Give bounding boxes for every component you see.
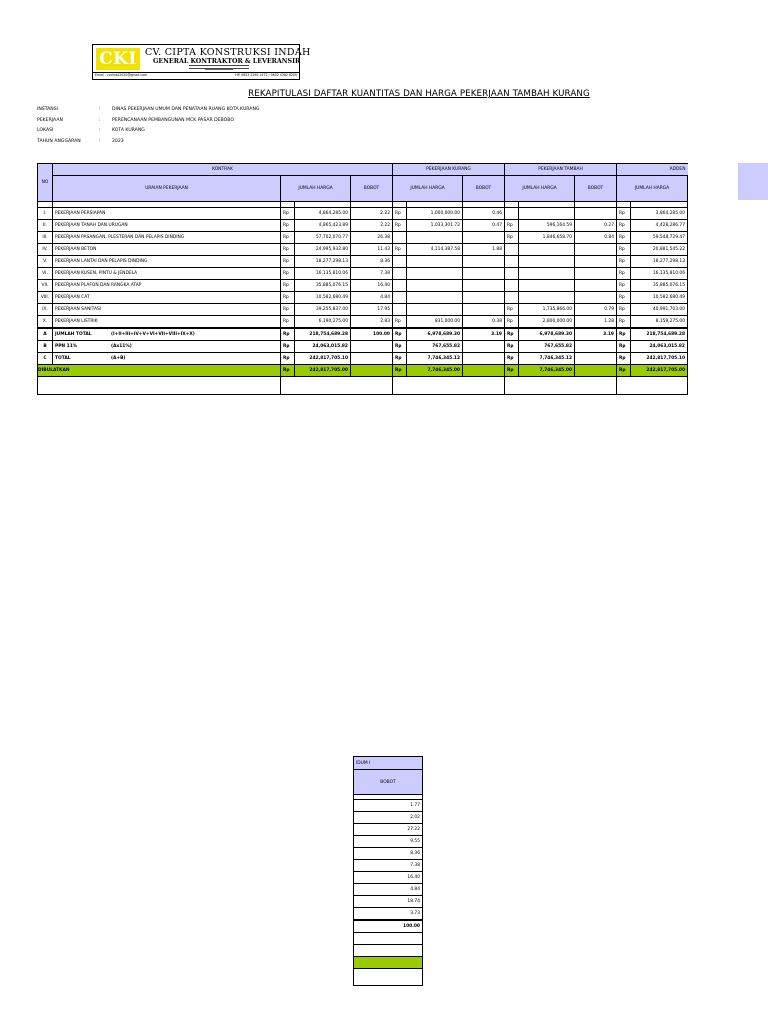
kontrak-harga: 24,995,932.80 (295, 244, 351, 256)
kontrak-harga: 16,135,810.06 (295, 268, 351, 280)
kontrak-bobot: 26.38 (351, 232, 393, 244)
recap-table (37, 163, 688, 395)
blank-row (38, 377, 688, 395)
kontrak-bobot (351, 353, 393, 365)
currency-label: Rp (281, 232, 295, 244)
kontrak-bobot: 4.84 (351, 292, 393, 304)
kurang-bobot (463, 304, 505, 316)
currency-label: Rp (393, 341, 407, 353)
kontrak-bobot: 2.83 (351, 316, 393, 329)
currency-label: Rp (617, 220, 631, 232)
empty-cell (505, 377, 617, 395)
row-description: PEKERJAAN SANITASI (53, 304, 281, 316)
fragment-row (354, 896, 423, 908)
tambah-harga: 596,164.59 (519, 220, 575, 232)
kurang-harga (407, 232, 463, 244)
tambah-bobot (575, 353, 617, 365)
addendum-bobot: 27.22 (354, 824, 423, 836)
kurang-bobot (463, 341, 505, 353)
total-formula: (I+II+III+IV+V+VI+VII+VIII+IX+X) (111, 332, 195, 337)
header-jumlah-harga: JUMLAH HARGA (505, 176, 575, 202)
kurang-harga: 7,746,345.00 (407, 365, 463, 377)
kontrak-bobot: 17.95 (351, 304, 393, 316)
row-number: III. (38, 232, 53, 244)
tambah-bobot: 0.84 (575, 232, 617, 244)
kontrak-harga: 57,702,070.77 (295, 232, 351, 244)
addendum-harga: 242,817,705.10 (631, 353, 688, 365)
document-title: REKAPITULASI DAFTAR KUANTITAS DAN HARGA PEKERJAAN TAMBAH KURANG (248, 89, 590, 99)
empty-cell (463, 365, 505, 377)
kontrak-harga: 242,817,705.00 (295, 365, 351, 377)
addendum-bobot: 16.40 (354, 872, 423, 884)
currency-label (505, 256, 519, 268)
kurang-harga (407, 268, 463, 280)
kurang-bobot (463, 292, 505, 304)
row-description: PEKERJAAN PASANGAN, PLESTERAN DAN PELAPIS DINDING (53, 232, 281, 244)
kontrak-bobot: 100.00 (351, 328, 393, 341)
total-formula: (Ax11%) (111, 344, 132, 349)
kurang-harga: 1,033,301.72 (407, 220, 463, 232)
total-formula: (A+B) (111, 356, 126, 361)
fragment-row (354, 836, 423, 848)
empty-cell (354, 933, 423, 945)
currency-label (505, 208, 519, 220)
tambah-harga: 767,655.82 (519, 341, 575, 353)
addendum-fragment-table (353, 756, 423, 986)
empty-cell (281, 377, 393, 395)
addendum-harga: 40,991,703.00 (631, 304, 688, 316)
company-email: Email : cvcinda2020@gmail.com (95, 73, 148, 77)
total-row (38, 341, 688, 353)
kontrak-harga: 218,754,689.28 (295, 328, 351, 341)
kontrak-harga: 24,063,015.82 (295, 341, 351, 353)
currency-label: Rp (281, 256, 295, 268)
currency-label (505, 244, 519, 256)
currency-label: Rp (281, 304, 295, 316)
fragment-ppn-row (354, 933, 423, 945)
kurang-harga: 1,000,000.00 (407, 208, 463, 220)
currency-label: Rp (393, 220, 407, 232)
meta-colon: : (99, 128, 101, 133)
tambah-harga (519, 292, 575, 304)
row-description: PEKERJAAN LISTRIK (53, 316, 281, 329)
header-bobot: BOBOT (351, 176, 393, 202)
fragment-row (354, 872, 423, 884)
fragment-blank-row (354, 969, 423, 986)
kurang-bobot (463, 268, 505, 280)
tambah-bobot (575, 268, 617, 280)
header-jumlah-harga: JUMLAH HARGA (617, 176, 688, 202)
currency-label: Rp (617, 365, 631, 377)
tambah-harga (519, 268, 575, 280)
kontrak-harga: 18,277,298.13 (295, 256, 351, 268)
kontrak-bobot (351, 341, 393, 353)
addendum-harga: 59,548,729.47 (631, 232, 688, 244)
currency-label (393, 268, 407, 280)
tambah-bobot (575, 280, 617, 292)
kurang-bobot: 1.88 (463, 244, 505, 256)
currency-label: Rp (281, 353, 295, 365)
header-addendum: ADDEN (617, 164, 688, 176)
kurang-harga (407, 304, 463, 316)
kontrak-harga: 6,190,275.00 (295, 316, 351, 329)
fragment-rounded-row (354, 957, 423, 969)
currency-label: Rp (393, 244, 407, 256)
tambah-bobot: 0.27 (575, 220, 617, 232)
addendum-harga: 8,159,275.00 (631, 316, 688, 329)
empty-cell (617, 377, 688, 395)
kontrak-harga: 4,865,423.89 (295, 220, 351, 232)
total-label (53, 328, 281, 341)
company-subtitle: GENERAL KONTRAKTOR & LEVERANSIR (153, 58, 301, 65)
meta-value: PERENCANAAN PEMBANGUNAN MCK PASAR DEBOBO (112, 118, 234, 123)
total-row (38, 328, 688, 341)
kontrak-harga: 35,885,076.15 (295, 280, 351, 292)
addendum-bobot: 18.74 (354, 896, 423, 908)
table-row (38, 280, 688, 292)
tambah-harga: 7,746,345.00 (519, 365, 575, 377)
addendum-harga: 35,885,076.15 (631, 280, 688, 292)
table-row (38, 208, 688, 220)
company-phone: HP. 0823 2295 1472 / 0852 4382 8200 (235, 73, 297, 77)
fragment-header-row (354, 757, 423, 770)
meta-value: 2023 (112, 139, 124, 144)
table-row (38, 316, 688, 329)
currency-label: Rp (617, 353, 631, 365)
addendum-bobot: 1.77 (354, 800, 423, 812)
table-row (38, 256, 688, 268)
table-header-row (38, 164, 688, 176)
letterhead (92, 44, 311, 80)
currency-label: Rp (281, 341, 295, 353)
empty-cell (354, 945, 423, 957)
addendum-bobot-total: 100.00 (354, 920, 423, 933)
currency-label: Rp (281, 365, 295, 377)
header-no: NO (38, 164, 53, 202)
currency-label: Rp (393, 328, 407, 341)
currency-label: Rp (393, 208, 407, 220)
tambah-harga: 6,978,689.30 (519, 328, 575, 341)
tambah-harga: 7,746,345.12 (519, 353, 575, 365)
meta-colon: : (99, 118, 101, 123)
total-row (38, 353, 688, 365)
addendum-harga: 242,817,705.00 (631, 365, 688, 377)
total-label-text: JUMLAH TOTAL (55, 332, 92, 337)
kontrak-harga: 10,582,680.49 (295, 292, 351, 304)
currency-label: Rp (617, 328, 631, 341)
addendum-harga: 18,277,298.13 (631, 256, 688, 268)
addendum-harga: 3,864,285.00 (631, 208, 688, 220)
tambah-bobot: 1.28 (575, 316, 617, 329)
empty-cell (354, 957, 423, 969)
fragment-header-bobot: BOBOT (354, 770, 423, 795)
fragment-total-c-row (354, 945, 423, 957)
tambah-bobot: 0.79 (575, 304, 617, 316)
addendum-bobot: 4.84 (354, 884, 423, 896)
currency-label: Rp (505, 220, 519, 232)
tambah-harga: 1,846,658.70 (519, 232, 575, 244)
kontrak-harga: 242,817,705.10 (295, 353, 351, 365)
total-letter: B (38, 341, 53, 353)
meta-key: LOKASI (37, 128, 54, 133)
row-number: I. (38, 208, 53, 220)
currency-label (505, 268, 519, 280)
meta-value: KOTA KURANG (112, 128, 145, 133)
kontrak-bobot: 2.22 (351, 220, 393, 232)
row-description: PEKERJAAN TANAH DAN URUGAN (53, 220, 281, 232)
fragment-row (354, 812, 423, 824)
kurang-bobot (463, 353, 505, 365)
table-row (38, 268, 688, 280)
addendum-header-continuation (738, 163, 768, 200)
tambah-harga (519, 208, 575, 220)
tambah-harga: 1,735,866.00 (519, 304, 575, 316)
currency-label: Rp (505, 316, 519, 329)
empty-cell (575, 365, 617, 377)
addendum-harga: 10,582,680.49 (631, 292, 688, 304)
currency-label: Rp (617, 256, 631, 268)
addendum-harga: 20,881,545.22 (631, 244, 688, 256)
currency-label: Rp (393, 353, 407, 365)
currency-label: Rp (281, 292, 295, 304)
row-number: VII. (38, 280, 53, 292)
currency-label: Rp (281, 268, 295, 280)
total-label-text: TOTAL (55, 356, 71, 361)
address-line-2 (205, 69, 233, 70)
rounded-row (38, 365, 688, 377)
tambah-harga (519, 256, 575, 268)
table-subheader-row (38, 176, 688, 202)
row-description: PEKERJAAN BETON (53, 244, 281, 256)
currency-label: Rp (617, 268, 631, 280)
kurang-harga (407, 292, 463, 304)
header-pekerjaan-kurang: PEKERJAAN KURANG (393, 164, 505, 176)
currency-label: Rp (505, 341, 519, 353)
row-description: PEKERJAAN LANTAI DAN PELAPIS DINDING (53, 256, 281, 268)
currency-label: Rp (505, 328, 519, 341)
currency-label (393, 232, 407, 244)
row-number: IV. (38, 244, 53, 256)
kurang-harga: 831,000.00 (407, 316, 463, 329)
meta-colon: : (99, 139, 101, 144)
fragment-row (354, 884, 423, 896)
total-label-text: PPN 11% (55, 344, 78, 349)
meta-colon: : (99, 107, 101, 112)
currency-label: Rp (617, 316, 631, 329)
meta-key: TAHUN ANGGARAN (37, 139, 81, 144)
currency-label: Rp (281, 328, 295, 341)
kontrak-bobot: 16.40 (351, 280, 393, 292)
tambah-bobot (575, 292, 617, 304)
currency-label: Rp (505, 304, 519, 316)
currency-label: Rp (281, 280, 295, 292)
total-label (53, 341, 281, 353)
currency-label (393, 256, 407, 268)
header-pekerjaan-tambah: PEKERJAAN TAMBAH (505, 164, 617, 176)
row-description: PEKERJAAN CAT (53, 292, 281, 304)
table-row (38, 244, 688, 256)
company-name: CV. CIPTA KONSTRUKSI INDAH (145, 47, 311, 58)
tambah-harga (519, 280, 575, 292)
header-bobot: BOBOT (463, 176, 505, 202)
addendum-bobot: 2.02 (354, 812, 423, 824)
addendum-harga: 218,754,689.28 (631, 328, 688, 341)
currency-label: Rp (617, 232, 631, 244)
currency-label: Rp (617, 280, 631, 292)
kontrak-harga: 4,864,285.00 (295, 208, 351, 220)
kontrak-bobot: 7.38 (351, 268, 393, 280)
addendum-bobot: 7.38 (354, 860, 423, 872)
addendum-harga: 4,428,286.77 (631, 220, 688, 232)
row-description: PEKERJAAN PLAFON DAN RANGKA ATAP (53, 280, 281, 292)
empty-cell (351, 365, 393, 377)
tambah-bobot (575, 208, 617, 220)
total-letter: C (38, 353, 53, 365)
currency-label (393, 292, 407, 304)
kurang-bobot (463, 280, 505, 292)
fragment-row (354, 824, 423, 836)
currency-label: Rp (281, 244, 295, 256)
currency-label: Rp (281, 220, 295, 232)
addendum-harga: 16,135,810.06 (631, 268, 688, 280)
kurang-bobot (463, 256, 505, 268)
currency-label: Rp (505, 365, 519, 377)
meta-key: INSTANSI (37, 107, 59, 112)
row-number: V. (38, 256, 53, 268)
currency-label: Rp (617, 208, 631, 220)
header-uraian: URAIAN PEKERJAAN (53, 176, 281, 202)
kurang-bobot: 0.47 (463, 220, 505, 232)
header-jumlah-harga: JUMLAH HARGA (281, 176, 351, 202)
empty-cell (393, 377, 505, 395)
kurang-harga: 7,746,345.12 (407, 353, 463, 365)
kontrak-bobot: 11.43 (351, 244, 393, 256)
currency-label: Rp (281, 208, 295, 220)
kurang-harga (407, 256, 463, 268)
currency-label: Rp (505, 353, 519, 365)
currency-label: Rp (281, 316, 295, 329)
header-bobot: BOBOT (575, 176, 617, 202)
kurang-bobot: 0.38 (463, 316, 505, 329)
fragment-row (354, 908, 423, 921)
kurang-harga: 767,655.82 (407, 341, 463, 353)
currency-label (393, 304, 407, 316)
empty-cell (38, 377, 281, 395)
currency-label: Rp (393, 365, 407, 377)
rounded-label: DIBULATKAN (38, 365, 281, 377)
header-jumlah-harga: JUMLAH HARGA (393, 176, 463, 202)
empty-cell (354, 969, 423, 986)
total-label (53, 353, 281, 365)
addendum-harga: 24,063,015.82 (631, 341, 688, 353)
fragment-header-top: IDUM I (354, 757, 423, 770)
kurang-bobot: 3.19 (463, 328, 505, 341)
kontrak-harga: 39,255,837.00 (295, 304, 351, 316)
currency-label: Rp (393, 316, 407, 329)
total-letter: A (38, 328, 53, 341)
currency-label: Rp (505, 232, 519, 244)
row-number: VIII. (38, 292, 53, 304)
currency-label (505, 280, 519, 292)
company-logo: CKI (96, 48, 140, 70)
fragment-row (354, 800, 423, 812)
addendum-bobot: 3.73 (354, 908, 423, 921)
tambah-bobot: 3.19 (575, 328, 617, 341)
table-row (38, 232, 688, 244)
tambah-bobot (575, 341, 617, 353)
kurang-harga: 6,978,689.30 (407, 328, 463, 341)
fragment-row (354, 860, 423, 872)
fragment-total-row (354, 920, 423, 933)
tambah-harga (519, 244, 575, 256)
currency-label: Rp (617, 341, 631, 353)
fragment-header-row (354, 770, 423, 795)
tambah-bobot (575, 256, 617, 268)
tambah-harga: 2,800,000.00 (519, 316, 575, 329)
currency-label (505, 292, 519, 304)
table-row (38, 304, 688, 316)
row-number: IX. (38, 304, 53, 316)
kurang-bobot: 0.46 (463, 208, 505, 220)
row-description: PEKERJAAN KUSEN, PINTU & JENDELA (53, 268, 281, 280)
table-row (38, 292, 688, 304)
kontrak-bobot: 2.22 (351, 208, 393, 220)
kurang-bobot (463, 232, 505, 244)
kontrak-bobot: 8.36 (351, 256, 393, 268)
kurang-harga (407, 280, 463, 292)
addendum-bobot: 8.36 (354, 848, 423, 860)
currency-label: Rp (617, 244, 631, 256)
addendum-bobot: 9.55 (354, 836, 423, 848)
row-number: VI. (38, 268, 53, 280)
meta-value: DINAS PEKERJAAN UMUM DAN PENATAAN RUANG KOTA KURANG (112, 107, 260, 112)
meta-key: PEKERJAAN (37, 118, 63, 123)
row-number: II. (38, 220, 53, 232)
row-number: X. (38, 316, 53, 329)
kurang-harga: 4,114,387.58 (407, 244, 463, 256)
fragment-row (354, 848, 423, 860)
tambah-bobot (575, 244, 617, 256)
header-kontrak: KONTRAK (53, 164, 393, 176)
currency-label: Rp (617, 304, 631, 316)
currency-label (393, 280, 407, 292)
row-description: PEKERJAAN PERSIAPAN (53, 208, 281, 220)
table-row (38, 220, 688, 232)
currency-label: Rp (617, 292, 631, 304)
